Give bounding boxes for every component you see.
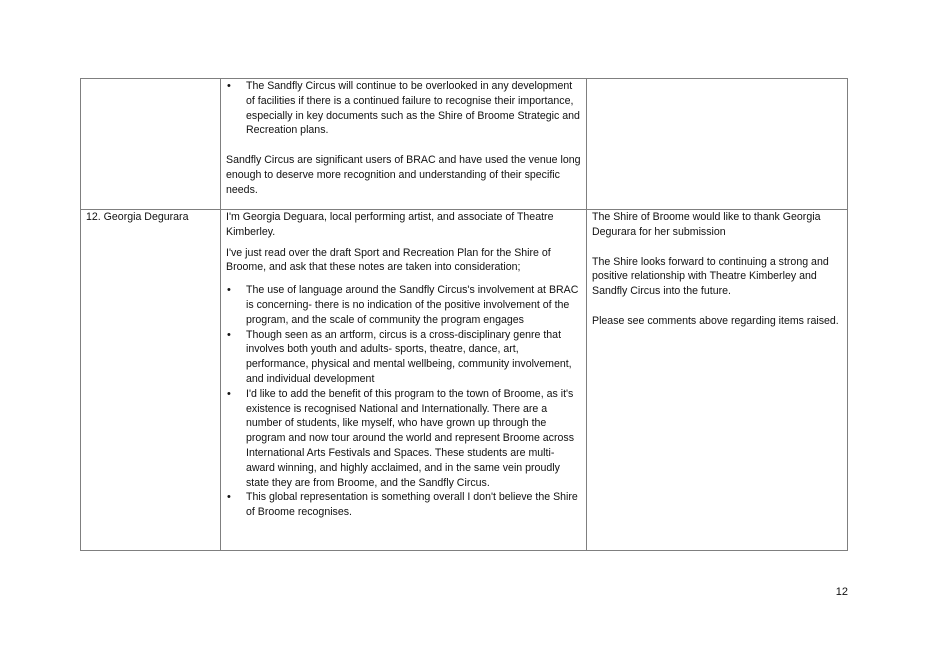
- bullet-item: • Though seen as an artform, circus is a cross-disciplinary genre that involves both youth and adults- sports, theatre, dance, art, performance, physical and mental wellbeing, community involvement, and individual development: [246, 328, 581, 387]
- submitter-cell: [81, 79, 221, 210]
- response-paragraph: The Shire of Broome would like to thank Georgia Degurara for her submission: [592, 211, 821, 238]
- submission-paragraph: Sandfly Circus are significant users of BRAC and have used the venue long enough to deserve more recognition and understanding of their specific needs.: [226, 154, 581, 196]
- bullet-item: • This global representation is something overall I don't believe the Shire of Broome recognises.: [246, 490, 581, 520]
- table-row: [81, 210, 848, 551]
- response-paragraph: Please see comments above regarding items raised.: [592, 314, 839, 327]
- bullet-item: • The use of language around the Sandfly Circus's involvement at BRAC is concerning- there is no indication of the positive involvement of the program, and the scale of community the program engages: [246, 283, 581, 327]
- bullet-list: [226, 283, 581, 520]
- submission-cell: [221, 79, 587, 210]
- submission-intro: I'm Georgia Deguara, local performing artist, and associate of Theatre Kimberley.: [226, 211, 554, 238]
- bullet-item: • The Sandfly Circus will continue to be overlooked in any development of facilities if there is a continued failure to recognise their importance, especially in key documents such as the Shire of Broome Strategic and Recreation plans.: [246, 79, 581, 138]
- submissions-table: [80, 78, 848, 551]
- response-paragraph: The Shire looks forward to continuing a strong and positive relationship with Theatre Kimberley and Sandfly Circus into the future.: [592, 255, 829, 298]
- page-number: 12: [835, 586, 848, 598]
- response-cell: [587, 210, 848, 551]
- bullet-list: [226, 79, 581, 138]
- submitter-name: 12. Georgia Degurara: [86, 211, 189, 223]
- submission-cell: [221, 210, 587, 551]
- submission-intro: I've just read over the draft Sport and Recreation Plan for the Shire of Broome, and ask that these notes are taken into consideration;: [226, 246, 551, 274]
- table-row: [81, 79, 848, 210]
- submitter-cell: [81, 210, 221, 551]
- bullet-item: • I'd like to add the benefit of this program to the town of Broome, as it's existence is recognised National and Internationally. There are a number of students, like myself, who have grown up through the program and now tour around the world and represent Broome across International Arts Festivals and Spaces. These students are multi-award winning, and highly acclaimed, and in the same vein proudly state they are from Broome, and the Sandfly Circus.: [246, 387, 581, 491]
- response-cell: [587, 79, 848, 210]
